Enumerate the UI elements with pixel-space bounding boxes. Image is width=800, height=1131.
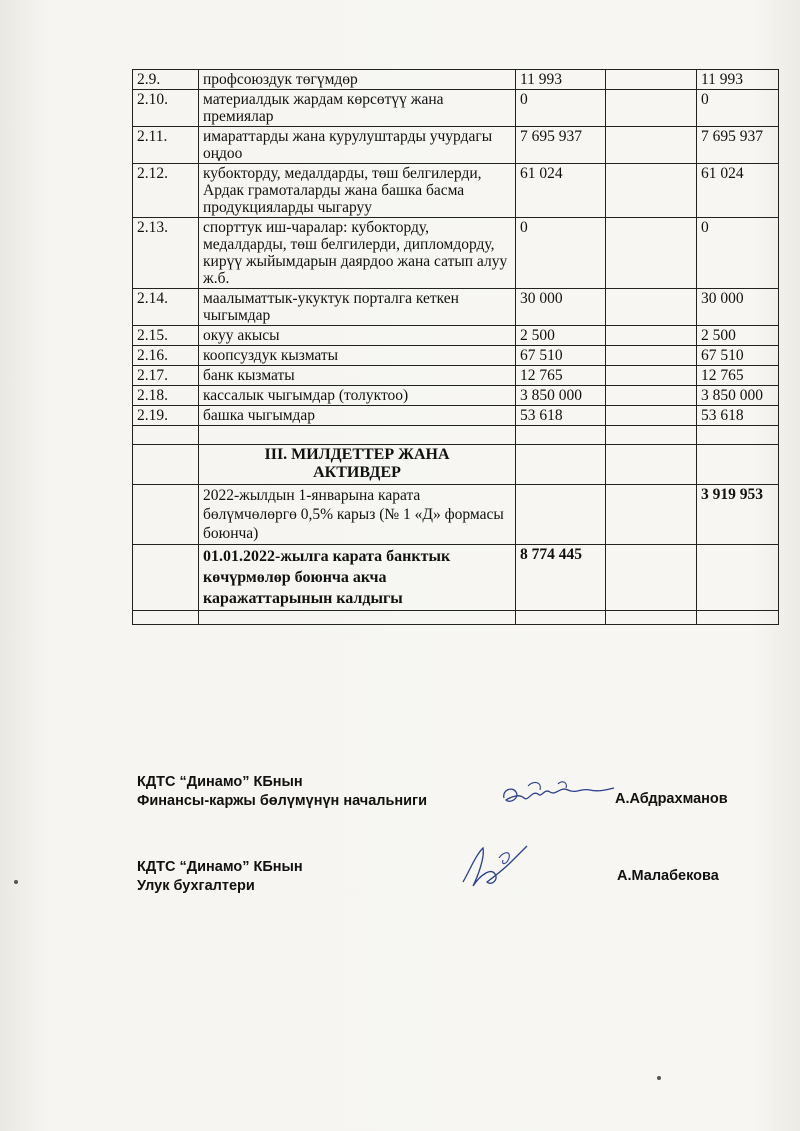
table-row	[133, 70, 779, 90]
row-number: 2.14.	[133, 289, 199, 326]
row-empty	[606, 346, 697, 366]
table-row	[133, 127, 779, 164]
row-actual: 7 695 937	[697, 127, 779, 164]
section-header-row	[133, 445, 779, 485]
row-plan: 30 000	[516, 289, 606, 326]
row-empty	[606, 326, 697, 346]
loan-row	[133, 485, 779, 545]
scan-speck	[657, 1076, 661, 1080]
signature-org-line: КДТС “Динамо” КБнын	[137, 774, 303, 790]
row-name: имараттарды жана курулуштарды учурдагы оңдоо	[199, 127, 516, 164]
signature-position-line: Улук бухгалтери	[137, 878, 255, 894]
balance-plan: 8 774 445	[516, 545, 606, 611]
row-empty	[606, 164, 697, 218]
row-plan: 0	[516, 218, 606, 289]
row-plan: 2 500	[516, 326, 606, 346]
balance-text: 01.01.2022-жылга карата банктык көчүрмөлөр боюнча акча каражаттарынын калдыгы	[199, 545, 516, 611]
table-row-blank	[133, 611, 779, 625]
row-name: башка чыгымдар	[199, 406, 516, 426]
row-actual: 0	[697, 218, 779, 289]
row-empty	[606, 90, 697, 127]
row-number: 2.18.	[133, 386, 199, 406]
row-actual: 53 618	[697, 406, 779, 426]
row-empty	[606, 70, 697, 90]
table-row	[133, 406, 779, 426]
table-row	[133, 386, 779, 406]
scan-speck	[14, 880, 18, 884]
row-empty	[606, 406, 697, 426]
signature-block-finance	[137, 773, 427, 811]
row-actual: 3 850 000	[697, 386, 779, 406]
table-row	[133, 90, 779, 127]
row-plan: 12 765	[516, 366, 606, 386]
row-actual: 67 510	[697, 346, 779, 366]
signatory-name: А.Малабекова	[617, 868, 719, 884]
signatory-name: А.Абдрахманов	[615, 791, 728, 807]
row-number: 2.9.	[133, 70, 199, 90]
row-plan: 11 993	[516, 70, 606, 90]
row-empty	[606, 386, 697, 406]
row-name: окуу акысы	[199, 326, 516, 346]
row-empty	[606, 127, 697, 164]
row-name: маалыматтык-укуктук порталга кеткен чыгымдар	[199, 289, 516, 326]
row-empty	[606, 289, 697, 326]
row-number: 2.11.	[133, 127, 199, 164]
handwritten-signature	[498, 776, 618, 816]
table-row	[133, 218, 779, 289]
row-actual: 0	[697, 90, 779, 127]
table-row	[133, 346, 779, 366]
row-name: профсоюздук төгүмдөр	[199, 70, 516, 90]
section-title: III. МИЛДЕТТЕР ЖАНА АКТИВДЕР	[199, 445, 516, 485]
row-number: 2.16.	[133, 346, 199, 366]
table-row	[133, 164, 779, 218]
row-number: 2.17.	[133, 366, 199, 386]
row-name: материалдык жардам көрсөтүү жана премиялар	[199, 90, 516, 127]
row-name: банк кызматы	[199, 366, 516, 386]
row-plan: 67 510	[516, 346, 606, 366]
row-name: коопсуздук кызматы	[199, 346, 516, 366]
row-number: 2.13.	[133, 218, 199, 289]
row-empty	[606, 366, 697, 386]
row-plan: 7 695 937	[516, 127, 606, 164]
balance-row	[133, 545, 779, 611]
row-plan: 53 618	[516, 406, 606, 426]
row-number: 2.19.	[133, 406, 199, 426]
signature-block-accountant	[137, 858, 303, 896]
row-name: спорттук иш-чаралар: кубокторду, медалдарды, төш белгилерди, дипломдорду, кирүү жыйымдарын даярдоо жана сатып алуу ж.б.	[199, 218, 516, 289]
table-row-blank	[133, 426, 779, 445]
row-empty	[606, 218, 697, 289]
signature-position-line: Финансы-каржы бөлүмүнүн начальниги	[137, 793, 428, 809]
table-row	[133, 289, 779, 326]
row-actual: 30 000	[697, 289, 779, 326]
row-actual: 11 993	[697, 70, 779, 90]
row-actual: 12 765	[697, 366, 779, 386]
row-actual: 61 024	[697, 164, 779, 218]
table-row	[133, 326, 779, 346]
handwritten-signature	[455, 838, 535, 896]
row-plan: 0	[516, 90, 606, 127]
row-name: кубокторду, медалдарды, төш белгилерди, Ардак грамоталарды жана башка басма продукцияларды чыгаруу	[199, 164, 516, 218]
table-row	[133, 366, 779, 386]
expense-table	[132, 69, 779, 625]
row-plan: 3 850 000	[516, 386, 606, 406]
loan-actual: 3 919 953	[697, 485, 779, 545]
row-actual: 2 500	[697, 326, 779, 346]
row-number: 2.15.	[133, 326, 199, 346]
row-number: 2.10.	[133, 90, 199, 127]
row-plan: 61 024	[516, 164, 606, 218]
signature-org-line: КДТС “Динамо” КБнын	[137, 859, 303, 875]
row-number: 2.12.	[133, 164, 199, 218]
loan-text: 2022-жылдын 1-январына карата бөлүмчөлөргө 0,5% карыз (№ 1 «Д» формасы боюнча)	[199, 485, 516, 545]
row-name: кассалык чыгымдар (толуктоо)	[199, 386, 516, 406]
